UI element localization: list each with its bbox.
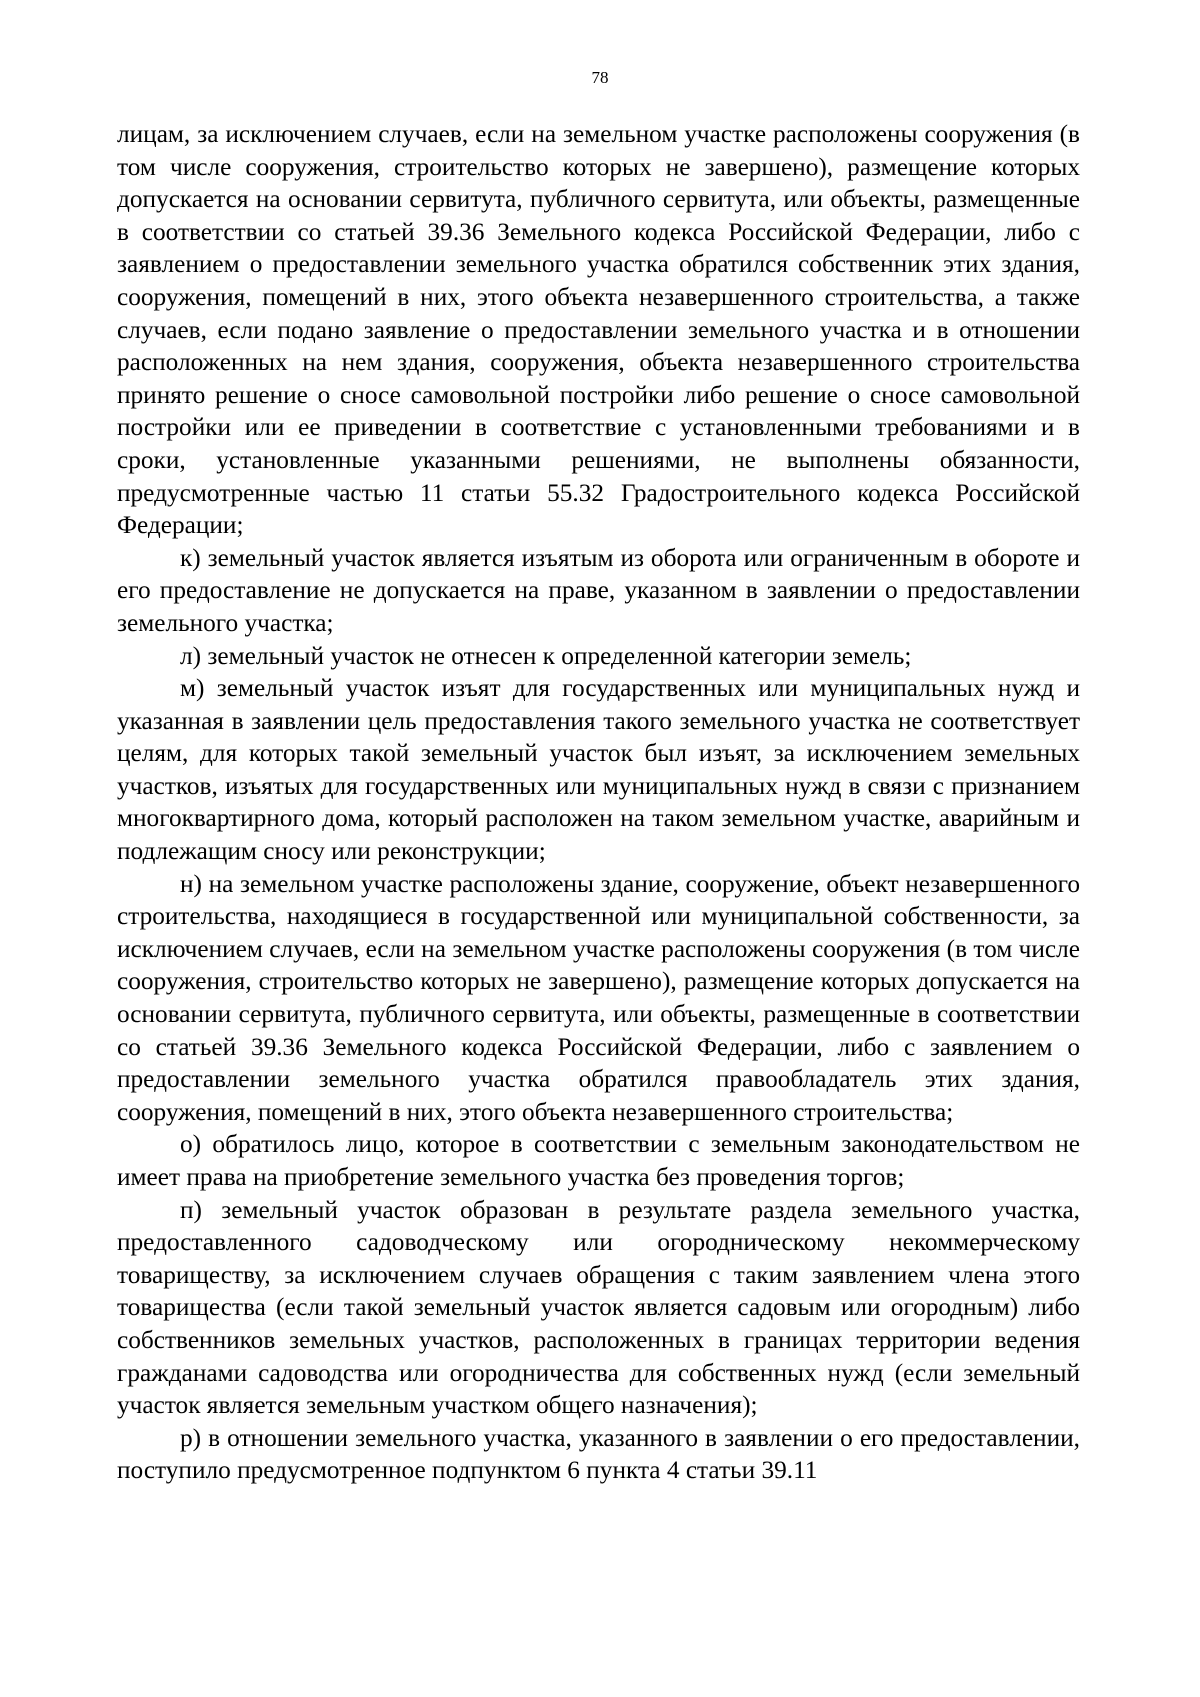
paragraph-item-m: м) земельный участок изъят для государственных или муниципальных нужд и указанная в заявлении цель предоставления такого земельного участка не соответствует целям, для которых такой земельный участок был изъят, за исключением земельных участков, изъятых для государственных или муниципальных нужд в связи с признанием многоквартирного дома, который расположен на таком земельном участке, аварийным и подлежащим сносу или реконструкции; (117, 674, 1080, 866)
paragraph-item-n: н) на земельном участке расположены здание, сооружение, объект незавершенного строительства, находящиеся в государственной или муниципальной собственности, за исключением случаев, если на земельном участке расположены сооружения (в том числе сооружения, строительство которых не завершено), размещение которых допускается на основании сервитута, публичного сервитута, или объекты, размещенные в соответствии со статьей 39.36 Земельного кодекса Российской Федерации, либо с заявлением о предоставлении земельного участка обратился правообладатель этих здания, сооружения, помещений в них, этого объекта незавершенного строительства; (117, 869, 1080, 1126)
paragraph-item-p: п) земельный участок образован в результате раздела земельного участка, предоставленного садоводческому или огородническому некоммерческому товариществу, за исключением случаев обращения с таким заявлением члена этого товарищества (если такой земельный участок является садовым или огородным) либо собственников земельных участков, расположенных в границах территории ведения гражданами садоводства или огородничества для собственных нужд (если земельный участок является земельным участком общего назначения); (117, 1195, 1080, 1420)
paragraph-item-l: л) земельный участок не отнесен к определенной категории земель; (180, 641, 912, 670)
paragraph-item-r: р) в отношении земельного участка, указанного в заявлении о его предоставлении, поступило предусмотренное подпунктом 6 пункта 4 статьи 39.11 (117, 1423, 1080, 1485)
page-number: 78 (591, 68, 609, 87)
paragraph-item-k: к) земельный участок является изъятым из оборота или ограниченным в обороте и его предоставление не допускается на праве, указанном в заявлении о предоставлении земельного участка; (117, 543, 1080, 637)
paragraph-item-o: о) обратилось лицо, которое в соответствии с земельным законодательством не имеет права на приобретение земельного участка без проведения торгов; (117, 1130, 1080, 1191)
paragraph-continuation: лицам, за исключением случаев, если на земельном участке расположены сооружения (в том числе сооружения, строительство которых не завершено), размещение которых допускается на основании сервитута, публичного сервитута, или объекты, размещенные в соответствии со статьей 39.36 Земельного кодекса Российской Федерации, либо с заявлением о предоставлении земельного участка обратился собственник этих здания, сооружения, помещений в них, этого объекта незавершенного строительства, а также случаев, если подано заявление о предоставлении земельного участка и в отношении расположенных на нем здания, сооружения, объекта незавершенного строительства принято решение о сносе самовольной постройки либо решение о сносе самовольной постройки или ее приведении в соответствие с установленными требованиями и в сроки, установленные указанными решениями, не выполнены обязанности, предусмотренные частью 11 статьи 55.32 Градостроительного кодекса Российской Федерации; (117, 120, 1080, 540)
body-text (117, 118, 1080, 1487)
